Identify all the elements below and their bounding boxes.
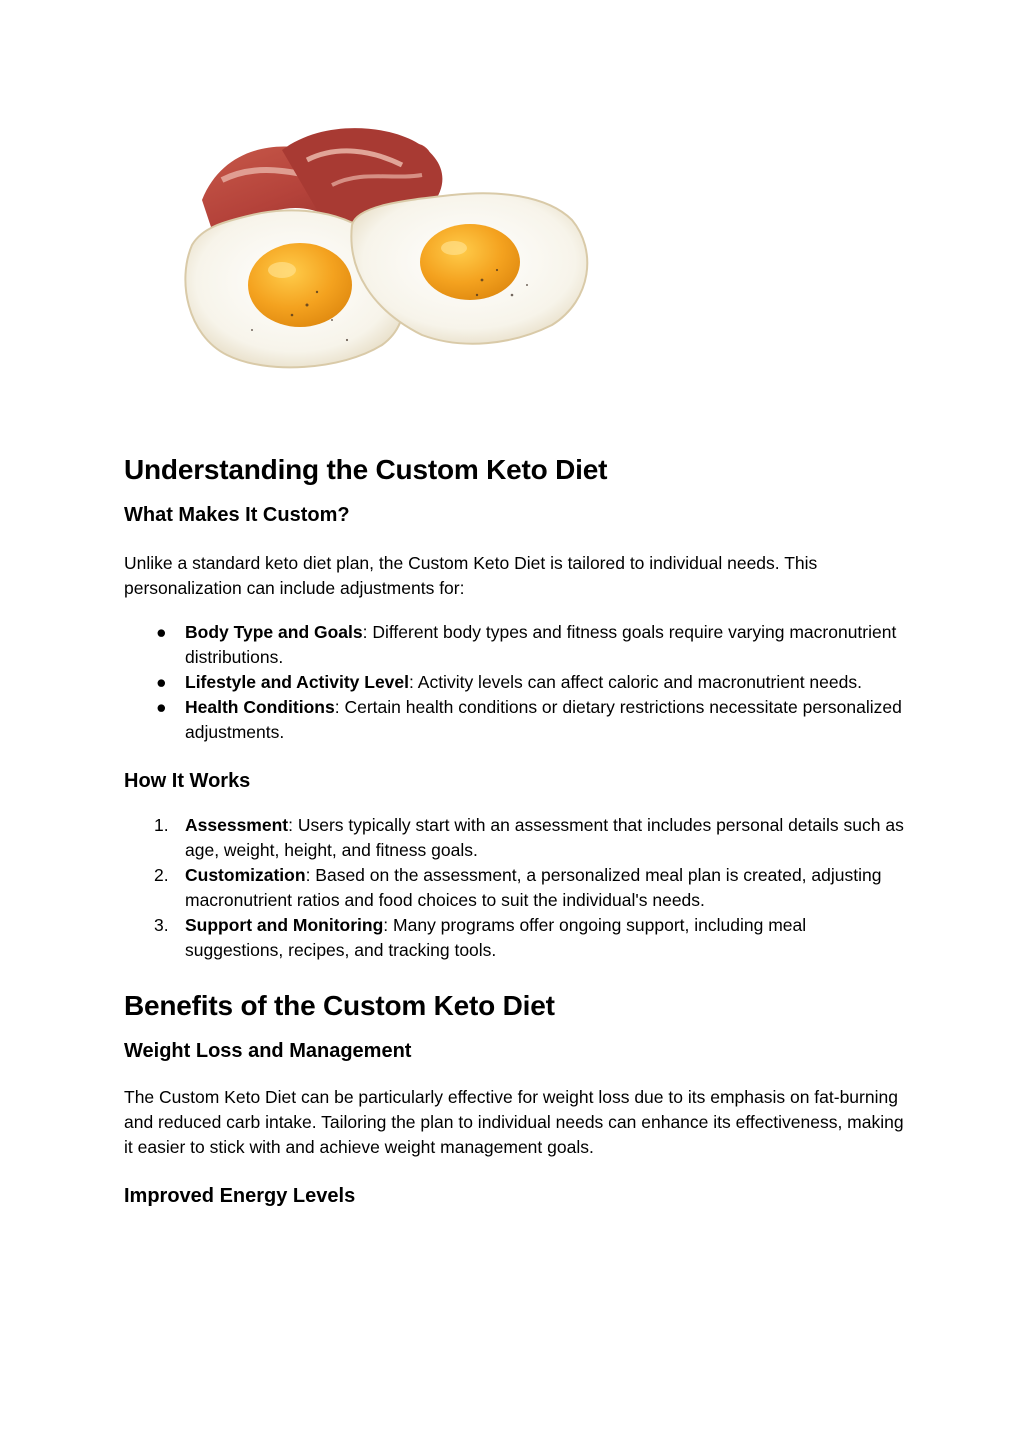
list-item-term: Customization [185, 865, 306, 885]
list-item-term: Assessment [185, 815, 289, 835]
list-item-text: : Many programs offer ongoing support, including meal suggestions, recipes, and tracking tools. [185, 915, 807, 960]
section-title-benefits: Benefits of the Custom Keto Diet [124, 990, 555, 1021]
list-item-text: : Based on the assessment, a personalized meal plan is created, adjusting macronutrient ratios and food choices to suit the individual's needs. [185, 865, 882, 910]
paragraph-weight-loss: The Custom Keto Diet can be particularly effective for weight loss due to its emphasis on fat-burning and reduced carb intake. Tailoring the plan to individual needs can enhance its effectiveness, making it easier to stick with and achieve weight management goals. [124, 1087, 904, 1157]
step-number: 1. [154, 815, 169, 835]
heading-energy-levels: Improved Energy Levels [124, 1185, 356, 1207]
list-item-text: : Certain health conditions or dietary restrictions necessitate personalized adjustments. [185, 697, 902, 742]
bullet-icon: ● [156, 672, 167, 692]
heading-what-makes-it-custom: What Makes It Custom? [124, 504, 350, 526]
adjustments-list [124, 620, 904, 745]
section-title-understanding: Understanding the Custom Keto Diet [124, 454, 608, 485]
list-item-term: Health Conditions [185, 697, 335, 717]
list-item [124, 813, 904, 863]
list-item [124, 620, 904, 670]
list-item [124, 670, 904, 695]
list-item [124, 863, 904, 913]
fried-eggs-and-bacon-image [132, 110, 608, 410]
list-item-text: : Users typically start with an assessment that includes personal details such as age, weight, height, and fitness goals. [185, 815, 904, 860]
paragraph-custom-intro: Unlike a standard keto diet plan, the Custom Keto Diet is tailored to individual needs. This personalization can include adjustments for: [124, 553, 818, 598]
list-item-term: Lifestyle and Activity Level [185, 672, 410, 692]
step-number: 2. [154, 865, 169, 885]
list-item [124, 913, 904, 963]
article-body [124, 450, 904, 1210]
list-item [124, 695, 904, 745]
step-number: 3. [154, 915, 169, 935]
steps-list [124, 813, 904, 963]
heading-weight-loss: Weight Loss and Management [124, 1040, 412, 1062]
list-item-text: : Activity levels can affect caloric and macronutrient needs. [409, 672, 862, 692]
list-item-term: Body Type and Goals [185, 622, 363, 642]
bullet-icon: ● [156, 697, 167, 717]
bullet-icon: ● [156, 622, 167, 642]
heading-how-it-works: How It Works [124, 770, 251, 792]
list-item-term: Support and Monitoring [185, 915, 384, 935]
list-item-text: : Different body types and fitness goals require varying macronutrient distributions. [185, 622, 897, 667]
